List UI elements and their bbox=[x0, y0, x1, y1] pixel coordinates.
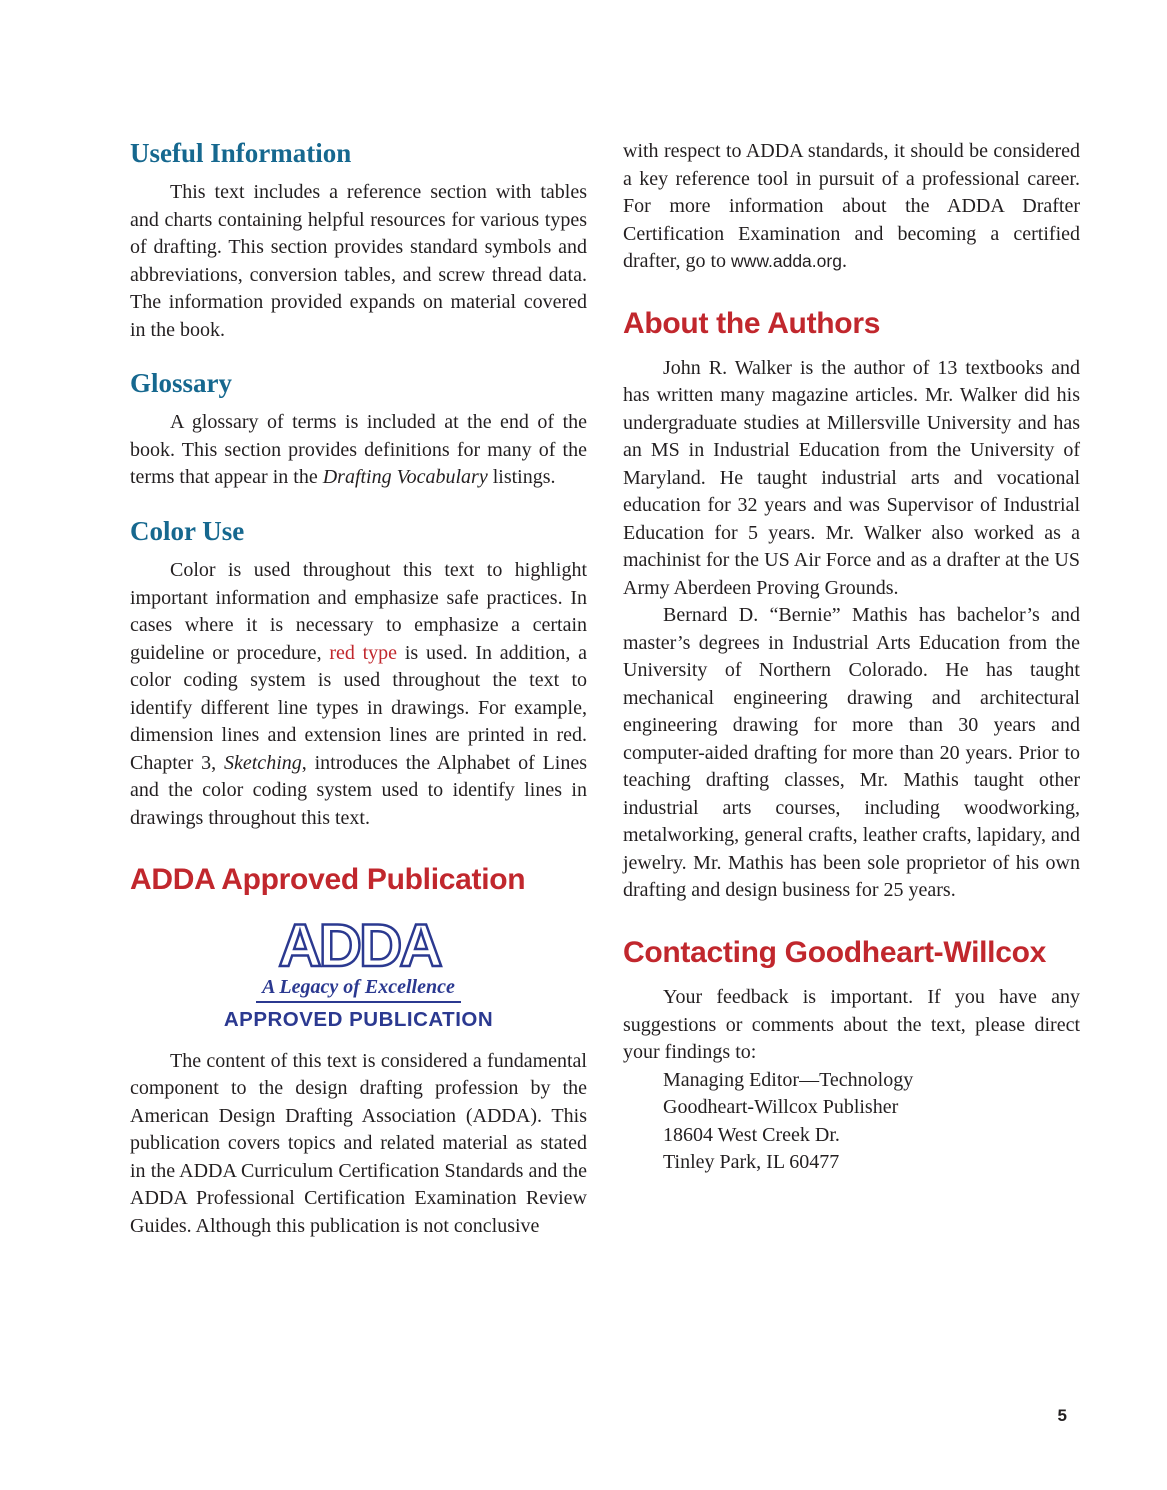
address-line-street: 18604 West Creek Dr. bbox=[663, 1123, 840, 1146]
address-line-publisher: Goodheart-Willcox Publisher bbox=[663, 1096, 899, 1119]
adda-logo-subtitle: APPROVED PUBLICATION bbox=[223, 1007, 494, 1031]
website-url: www.adda.org bbox=[731, 251, 842, 271]
adda-logo-letters-svg bbox=[244, 912, 474, 980]
text-segment: listings. bbox=[487, 466, 556, 489]
author-walker-paragraph: John R. Walker is the author of 13 textbooks and has written many magazine articles. Mr. Walker did his undergraduate studies at Millersville University and has an MS in Industrial Education from the University of Maryland. He taught industrial arts and vocational education for 32 years and was Supervisor of Industrial Education for 5 years. Mr. Walker also worked as a machinist for the US Air Force and as a drafter at the US Army Aberdeen Proving Grounds. bbox=[623, 356, 1080, 599]
heading-contacting-goodheart-willcox: Contacting Goodheart-Willcox bbox=[623, 935, 1046, 969]
heading-about-the-authors: About the Authors bbox=[623, 306, 881, 340]
address-line-editor: Managing Editor—Technology bbox=[663, 1068, 914, 1091]
two-column-layout bbox=[130, 138, 1079, 1240]
useful-information-paragraph: This text includes a reference section with tables and charts containing helpful resources for various types of drafting. This section provides standard symbols and abbreviations, conversion tables, and screw thread data. The information provided expands on material covered in the book. bbox=[130, 181, 587, 341]
author-mathis-paragraph: Bernard D. “Bernie” Mathis has bachelor’s and master’s degrees in Industrial Arts Education from the University of Northern Colorado. He has taught mechanical engineering drawing and architectural engineering drawing for more than 30 years and computer-aided drafting for more than 20 years. Prior to teaching drafting classes, Mr. Mathis taught other industrial arts courses, including woodworking, metalworking, general crafts, leather crafts, lapidary, and jewelry. Mr. Mathis has been sole proprietor of his own drafting and design business for 25 years. bbox=[623, 604, 1080, 902]
left-column bbox=[130, 138, 587, 1240]
text-segment: , introduces the Alphabet of Lines and the color coding system used to identify lines in drawings throughout this text. bbox=[130, 751, 588, 829]
adda-logo-letters: ADDA bbox=[277, 911, 440, 979]
adda-logo bbox=[224, 912, 494, 1032]
heading-glossary: Glossary bbox=[130, 368, 233, 399]
italic-term-drafting-vocabulary: Drafting Vocabulary bbox=[322, 466, 488, 489]
address-block bbox=[663, 1067, 1080, 1177]
heading-color-use: Color Use bbox=[130, 515, 245, 546]
feedback-paragraph: Your feedback is important. If you have any suggestions or comments about the text, please direct your findings to: bbox=[623, 986, 1080, 1064]
glossary-paragraph bbox=[130, 409, 587, 492]
heading-adda-approved-publication: ADDA Approved Publication bbox=[130, 863, 526, 897]
adda-logo-tagline-row bbox=[224, 975, 494, 1003]
page-number: 5 bbox=[1057, 1406, 1067, 1425]
adda-logo-tagline: A Legacy of Excellence bbox=[256, 976, 461, 1003]
text-segment: is used. In addition, a color coding system is used throughout the text to identify different line types in drawings. For example, dimension lines and extension lines are printed in red. Chapter 3, bbox=[130, 641, 587, 774]
heading-useful-information: Useful Information bbox=[130, 138, 352, 168]
text-segment: with respect to ADDA standards, it should be considered a key reference tool in pursuit of a professional career. For more information about the ADDA Drafter Certification Examination and becoming a certified drafter, go to bbox=[623, 140, 1080, 272]
right-column bbox=[623, 138, 1080, 1177]
address-line-city: Tinley Park, IL 60477 bbox=[663, 1151, 840, 1174]
adda-logo-letters-wrap bbox=[224, 912, 494, 980]
color-use-paragraph bbox=[130, 557, 587, 832]
text-segment: . bbox=[841, 250, 847, 272]
adda-content-paragraph: The content of this text is considered a fundamental component to the design drafting profession by the American Design Drafting Association (ADDA). This publication covers topics and related material as stated in the ADDA Curriculum Certification Standards and the ADDA Professional Certification Examination Review Guides. Although this publication is not conclusive bbox=[130, 1049, 587, 1237]
italic-term-sketching: Sketching bbox=[224, 751, 302, 774]
text-segment: A glossary of terms is included at the end of the book. This section provides definitions for many of the terms that appear in the bbox=[130, 411, 587, 489]
red-type-sample-text: red type bbox=[329, 641, 398, 664]
text-segment: Color is used throughout this text to highlight important information and emphasize safe practices. In cases where it is necessary to emphasize a certain guideline or procedure, bbox=[130, 559, 587, 664]
continuation-paragraph bbox=[623, 138, 1080, 276]
